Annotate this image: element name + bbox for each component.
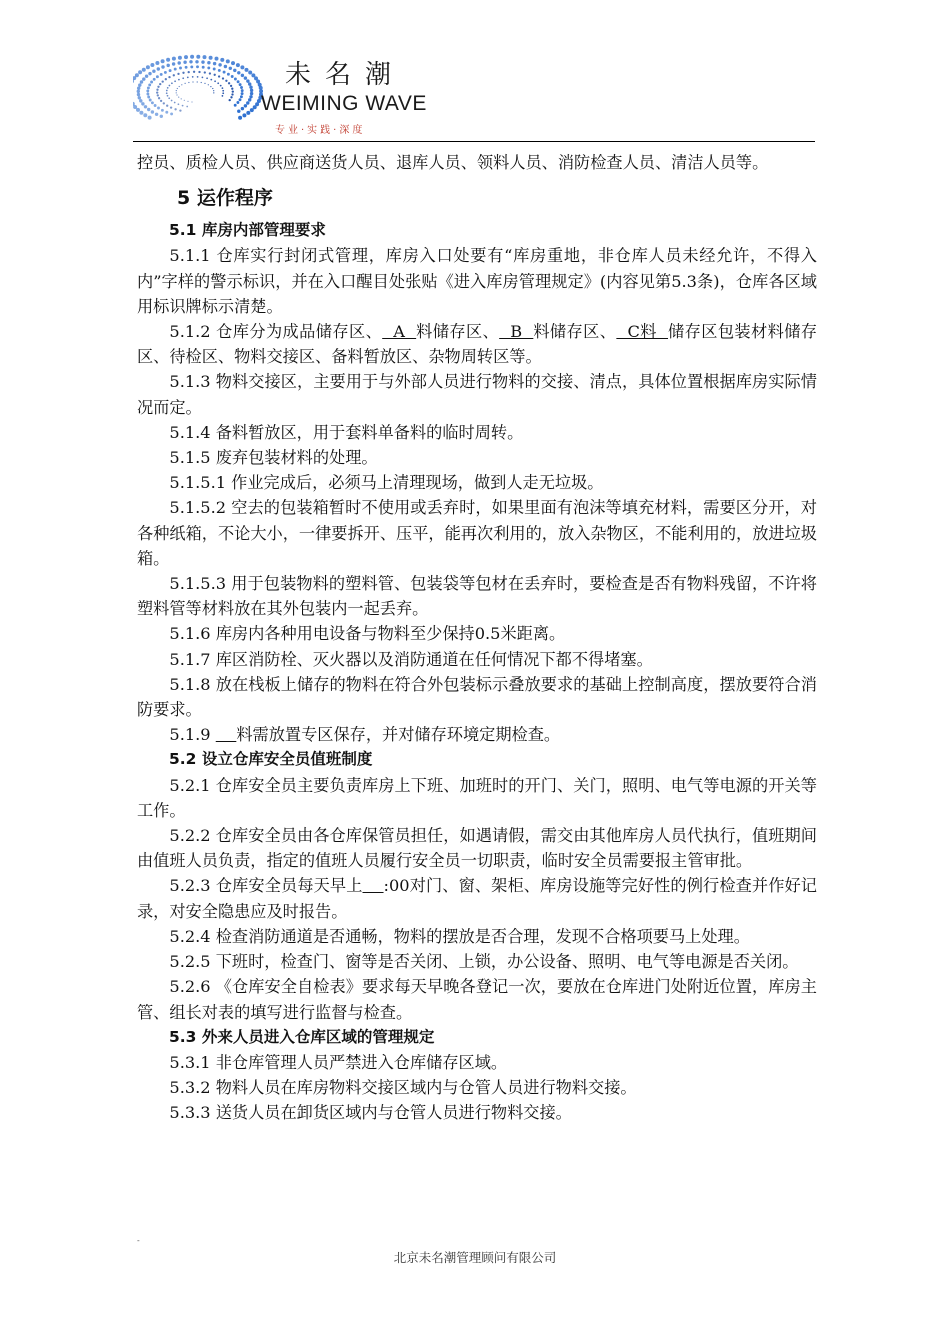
- text-segment: 料储存区、: [416, 322, 500, 342]
- fill-in-blank: [363, 876, 384, 895]
- text-segment: 储存区包装材料储存区、待检区、物料交接区、备料暂放区、杂物周转区等。: [137, 322, 818, 367]
- body-paragraph: 5.2.1 仓库安全员主要负责库房上下班、加班时的开门、关门，照明、电气等电源的开关等工作。: [137, 775, 817, 820]
- body-paragraph: 5.1.5.3 用于包装物料的塑料管、包装袋等包材在丢弃时，要检查是否有物料残留，不许将塑料管等材料放在其外包装内一起丢弃。: [137, 574, 817, 619]
- fill-in-blank: A: [382, 322, 417, 342]
- footer-company: 北京未名潮管理顾问有限公司: [393, 1250, 557, 1265]
- text-segment: 5.1.2 仓库分为成品储存区、: [169, 322, 383, 342]
- body-paragraph: 5.3.2 物料人员在库房物料交接区域内与仓管人员进行物料交接。: [169, 1078, 637, 1098]
- swirl-dots-logo-icon: [133, 52, 263, 132]
- body-paragraph: 5.1.3 物料交接区，主要用于与外部人员进行物料的交接、清点，具体位置根据库房实际情况而定。: [137, 372, 817, 417]
- body-paragraph: 5.1.5.1 作业完成后，必须马上清理现场，做到人走无垃圾。: [169, 473, 604, 493]
- subsection-heading: 5.2 设立仓库安全员值班制度: [169, 750, 373, 769]
- brand-slogan: 专业·实践·深度: [275, 125, 366, 136]
- text-segment: 料需放置专区保存，并对储存环境定期检查。: [236, 725, 561, 745]
- body-paragraph: 5.3.3 送货人员在卸货区域内与仓管人员进行物料交接。: [169, 1103, 572, 1123]
- body-paragraph: 5.1.7 库区消防栓、灭火器以及消防通道在任何情况下都不得堵塞。: [169, 649, 653, 669]
- brand-name-chinese: 未名潮: [285, 60, 406, 90]
- body-paragraph: 5.2.2 仓库安全员由各仓库保管员担任，如遇请假，需交由其他库房人员代执行，值班期间由值班人员负责，指定的值班人员履行安全员一切职责，临时安全员需要报主管审批。: [137, 826, 817, 871]
- fill-in-blank: C料: [616, 322, 669, 342]
- body-paragraph: 5.2.5 下班时，检查门、窗等是否关闭、上锁，办公设备、照明、电气等电源是否关闭。: [169, 952, 799, 972]
- body-paragraph: 5.3.1 非仓库管理人员严禁进入仓库储存区域。: [169, 1052, 508, 1072]
- body-paragraph: [137, 319, 817, 369]
- body-paragraph: 控员、质检人员、供应商送货人员、退库人员、领料人员、消防检查人员、清洁人员等。: [137, 153, 769, 172]
- fill-in-blank: B: [499, 322, 534, 342]
- body-paragraph: 5.1.5.2 空去的包装箱暂时不使用或丢弃时，如果里面有泡沫等填充材料，需要区分开，对各种纸箱，不论大小，一律要拆开、压平，能再次利用的，放入杂物区，不能利用的，放进垃圾箱。: [137, 498, 817, 568]
- text-segment: 料储存区、: [533, 322, 617, 342]
- body-paragraph: [137, 873, 817, 923]
- text-segment: :00对门、窗、架柜、库房设施等完好性的例行检查并作好记录，对安全隐患应及时报告。: [137, 876, 817, 921]
- text-segment: 5.1.9: [169, 725, 216, 745]
- body-paragraph: 5.1.5 废弃包装材料的处理。: [169, 448, 378, 468]
- subsection-heading: 5.3 外来人员进入仓库区域的管理规定: [169, 1027, 435, 1046]
- header-divider: [133, 141, 815, 142]
- footer-mark: -: [137, 1236, 140, 1245]
- body-paragraph: 5.2.4 检查消防通道是否通畅，物料的摆放是否合理，发现不合格项要马上处理。: [169, 926, 750, 946]
- document-body: [137, 150, 817, 1126]
- fill-in-blank: [216, 725, 237, 744]
- section-heading: 5 运作程序: [177, 187, 273, 210]
- body-paragraph: 5.1.6 库房内各种用电设备与物料至少保持0.5米距离。: [169, 624, 566, 644]
- body-paragraph: 5.1.8 放在栈板上储存的物料在符合外包装标示叠放要求的基础上控制高度，摆放要符合消防要求。: [137, 674, 817, 720]
- body-paragraph: 5.2.6 《仓库安全自检表》要求每天早晚各登记一次，要放在仓库进门处附近位置，库房主管、组长对表的填写进行监督与检查。: [137, 977, 817, 1022]
- body-paragraph: [137, 722, 817, 747]
- brand-name-english: WEIMING WAVE: [261, 92, 427, 115]
- body-paragraph: 5.1.1 仓库实行封闭式管理，库房入口处要有“库房重地，非仓库人员未经允许，不得入内”字样的警示标识，并在入口醒目处张贴《进入库房管理规定》(内容见第5.3条)，仓库各区域用标识牌标示清楚。: [137, 246, 817, 316]
- page-header: [133, 44, 815, 142]
- subsection-heading: 5.1 库房内部管理要求: [169, 221, 326, 240]
- text-segment: 5.2.3 仓库安全员每天早上: [169, 876, 363, 896]
- body-paragraph: 5.1.4 备料暂放区，用于套料单备料的临时周转。: [169, 422, 524, 442]
